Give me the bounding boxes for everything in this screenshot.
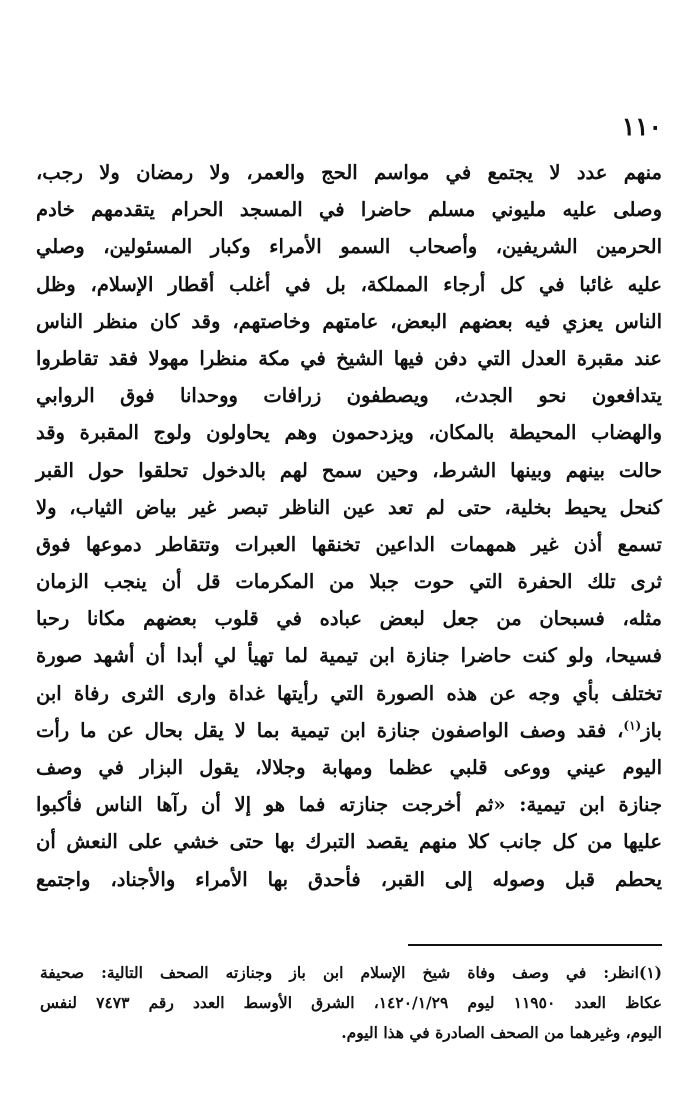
body-line: والهضاب المحيطة بالمكان، ويزدحمون وهم يحاولون ولوج المقبرة وقد xyxy=(36,421,662,445)
footnote-reference: (١) xyxy=(623,718,642,733)
body-line: فسيحا، ولو كنت حاضرا جنازة ابن تيمية لما تهيأ لي أبدا أن أشهد صورة xyxy=(36,644,662,668)
body-line: عليه غائبا في كل أرجاء المملكة، بل في أغلب أقطار الإسلام، وظل xyxy=(36,272,662,296)
body-line: تختلف بأي وجه عن هذه الصورة التي رأيتها غداة وارى الثرى رفاة ابن xyxy=(36,681,662,705)
body-line: اليوم عيني ووعى قلبي عظما ومهابة وجلالا، يقول البزار في وصف xyxy=(36,756,662,779)
body-line-rest: ، فقد وصف الواصفون جنازة ابن تيمية بما لا يقل بحال عن ما رأت xyxy=(36,718,624,742)
baz-word: باز xyxy=(641,718,662,742)
body-line: عليها من كل جانب كلا منهم يقصد التبرك بها حتى خشي على النعش أن xyxy=(36,830,662,854)
body-line: عند مقبرة العدل التي دفن فيها الشيخ في مكة منظرا مهولا فقد تقاطروا xyxy=(36,346,662,370)
body-text xyxy=(36,154,662,898)
body-line: وصلى عليه مليوني مسلم حاضرا في المسجد الحرام يتقدمهم خادم xyxy=(36,198,662,222)
body-line: الناس يعزي فيه بعضهم البعض، عامتهم وخاصتهم، وقد كان منظر الناس xyxy=(36,309,662,333)
body-line: يتدافعون نحو الجدث، ويصطفون زرافات ووحدانا فوق الروابي xyxy=(36,384,662,408)
page-number: ١١٠ xyxy=(621,112,662,141)
footnote-block xyxy=(40,958,662,1048)
footnote-line: اليوم، وغيرهما من الصحف الصادرة في هذا اليوم. xyxy=(341,1023,662,1042)
footnote-divider xyxy=(408,944,662,946)
body-line-with-footnote-ref xyxy=(36,712,662,749)
footnote-line: (١)انظر: في وصف وفاة شيخ الإسلام ابن باز وجنازته الصحف التالية: صحيفة xyxy=(40,963,662,982)
footnote-line: عكاظ العدد ١١٩٥٠ ليوم ١٤٢٠/١/٢٩، الشرق الأوسط العدد رقم ٧٤٧٣ لنفس xyxy=(40,993,663,1012)
body-line: يحطم قبل وصوله إلى القبر، فأحدق بها الأمراء والأجناد، واجتمع xyxy=(36,867,662,891)
body-line: منهم عدد لا يجتمع في مواسم الحج والعمر، ولا رمضان ولا رجب، xyxy=(36,161,662,184)
body-line: جنازة ابن تيمية: «ثم أخرجت جنازته فما هو إلا أن رآها الناس فأكبوا xyxy=(36,793,662,817)
body-line: الحرمين الشريفين، وأصحاب السمو الأمراء وكبار المسئولين، وصلي xyxy=(36,235,662,259)
body-line: ثرى تلك الحفرة التي حوت جبلا من المكرمات قل أن ينجب الزمان xyxy=(36,570,662,594)
body-line: حالت بينهم وبينها الشرط، وحين سمح لهم بالدخول تحلقوا حول القبر xyxy=(36,458,662,482)
body-line: كنحل يحيط بخلية، حتى لم تعد عين الناظر تبصر غير بياض الثياب، ولا xyxy=(36,495,662,519)
body-line: تسمع أذن غير همهمات الداعين تخنقها العبرات وتتقاطر دموعها فوق xyxy=(36,532,662,556)
body-line: مثله، فسبحان من جعل لبعض عباده في قلوب بعضهم مكانا رحبا xyxy=(36,607,662,631)
